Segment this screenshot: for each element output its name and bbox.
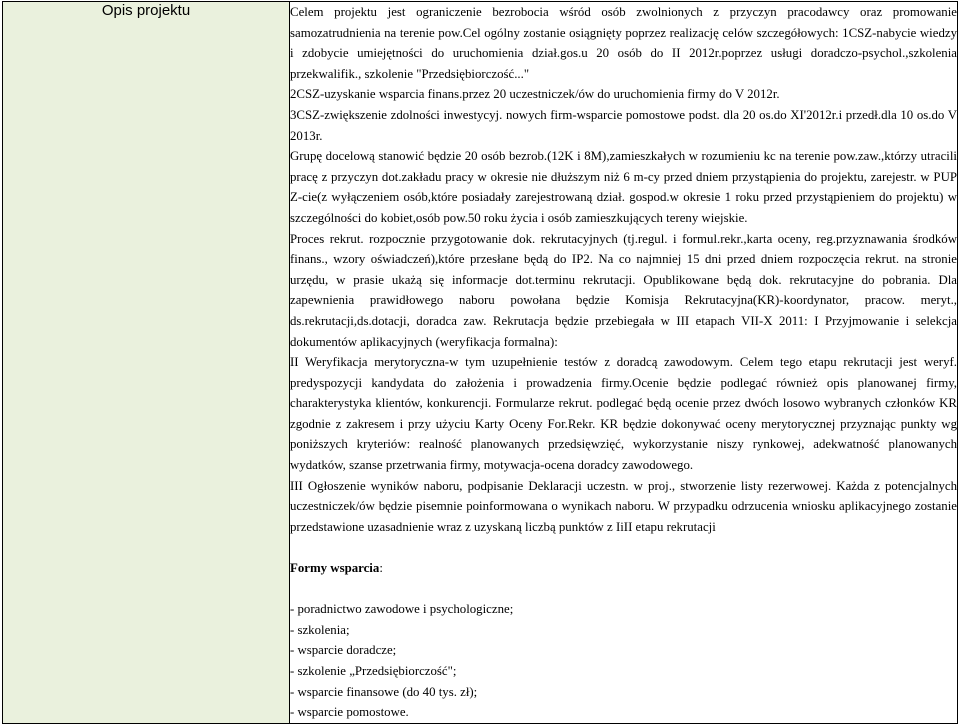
description-block: [290, 2, 957, 537]
forms-heading-colon: :: [379, 561, 383, 576]
list-item: - poradnictwo zawodowe i psychologiczne;: [290, 602, 514, 617]
paragraph-goals: Celem projektu jest ograniczenie bezrobocia wśród osób zwolnionych z przyczyn pracodawcy oraz promowanie samozatrudnienia na terenie pow.Cel ogólny zostanie osiągnięty poprzez realizację celów szczegółowych: 1CSZ-nabycie wiedzy i zdobycie umiejętności do uruchomienia dział.gos.u 20 osób do II 2012r.poprzez usługi doradczo-psychol.,szkolenia przekwalifik., szkolenie "Przedsiębiorczość...": [290, 5, 957, 81]
spacer: [290, 537, 957, 558]
forms-heading: [290, 558, 957, 579]
list-item: - szkolenia;: [290, 622, 350, 637]
table-row: [3, 2, 958, 724]
project-table: [2, 1, 958, 724]
row-label: Opis projektu: [101, 2, 191, 19]
paragraph-goal-3: 3CSZ-zwiększenie zdolności inwestycyj. nowych firm-wsparcie pomostowe podst. dla 20 os.do XI'2012r.i przedł.dla 10 os.do V 2013r.: [290, 107, 957, 143]
list-item: - szkolenie „Przedsiębiorczość";: [290, 664, 457, 678]
label-cell: [3, 2, 290, 724]
forms-list: [290, 599, 957, 723]
list-item: - wsparcie doradcze;: [290, 643, 397, 658]
paragraph-recruitment: Proces rekrut. rozpocznie przygotowanie dok. rekrutacyjnych (tj.regul. i formul.rekr.,karta oceny, reg.przyznawania środków finans., wzory oświadczeń),które przesłane będą do IP2. Na co najmniej 15 dni przed dniem rozpoczęcia rekrut. na stronie urzędu, w prasie ukażą się informacje dot.terminu rekrutacji. Opublikowane będą dok. rekrutacyjne do pobrania. Dla zapewnienia prawidłowego naboru powołana będzie Komisja Rekrutacyjna(KR)-koordynator, pracow. meryt., ds.rekrutacji,ds.dotacji, doradca zaw. Rekrutacja będzie przebiegała w III etapach VII-X 2011: I Przyjmowanie i selekcja dokumentów aplikacyjnych (weryfikacja formalna):: [290, 231, 957, 349]
list-item: - wsparcie finansowe (do 40 tys. zł);: [290, 684, 478, 699]
paragraph-stage-3: III Ogłoszenie wyników naboru, podpisanie Deklaracji uczestn. w proj., stworzenie listy rezerwowej. Każda z potencjalnych uczestniczek/ów będzie pisemnie poinformowana o wynikach naboru. W przypadku odrzucenia wniosku aplikacyjnego zostanie przedstawione uzasadnienie wraz z uzyskaną liczbą punktów z IiII etapu rekrutacji: [290, 478, 957, 534]
paragraph-target-group: Grupę docelową stanowić będzie 20 osób bezrob.(12K i 8M),zamieszkałych w rozumieniu kc na terenie pow.zaw.,którzy utracili pracę z przyczyn dot.zakładu pracy w okresie nie dłuższym niż 6 m-cy przed dniem przystąpienia do projektu, zarejestr. w PUP Z-cie(z wyłączeniem osób,które posiadały zarejestrowaną dział. gospod.w okresie 1 roku przed przystąpieniem do projektu) w szczególności do kobiet,osób pow.50 roku życia i osób zamieszkujących tereny wiejskie.: [290, 149, 957, 225]
content-cell: [290, 2, 958, 724]
list-item: - wsparcie pomostowe.: [290, 705, 409, 720]
forms-heading-text: Formy wsparcia: [290, 561, 380, 576]
paragraph-stage-2: II Weryfikacja merytoryczna-w tym uzupełnienie testów z doradcą zawodowym. Celem tego etapu rekrutacji jest weryf. predyspozycji kandydata do założenia i prowadzenia firmy.Ocenie będzie podlegać również opis planowanej firmy, charakterystyka klientów, konkurencji. Formularze rekrut. podlegać będą ocenie przez dwóch losowo wybranych członków KR zgodnie z zakresem i przy użyciu Karty Oceny For.Rekr. KR będzie dokonywać oceny merytorycznej przyznając punkty wg poniższych kryteriów: realność planowanych przedsięwzięć, wykorzystanie niszy rynkowej, adekwatność planowanych wydatków, szanse przetrwania firmy, motywacja-ocena doradcy zawodowego.: [290, 355, 957, 473]
spacer: [290, 579, 957, 600]
paragraph-goal-2: 2CSZ-uzyskanie wsparcia finans.przez 20 uczestniczek/ów do uruchomienia firmy do V 2012r.: [290, 87, 780, 102]
